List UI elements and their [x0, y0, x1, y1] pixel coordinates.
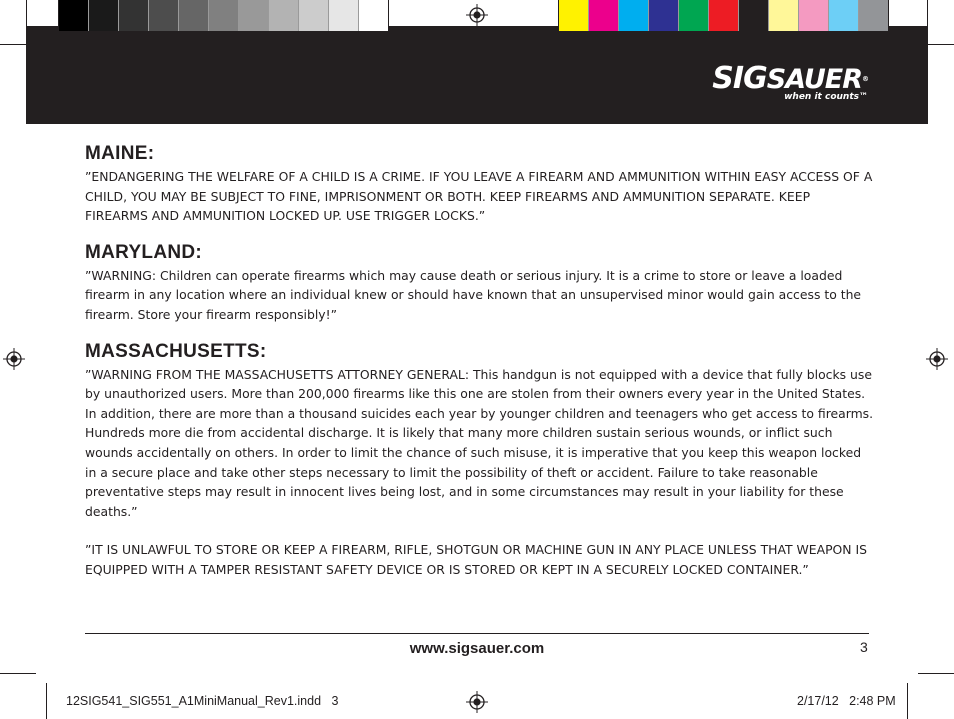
color-swatch: [149, 0, 179, 31]
process-color-bar: [558, 0, 889, 32]
warning-text: ”IT IS UNLAWFUL TO STORE OR KEEP A FIREARM, RIFLE, SHOTGUN OR MACHINE GUN IN ANY PLACE UNLESS THAT WEAPON IS EQUIPPED WITH A TAMPER RESISTANT SAFETY DEVICE OR IS STORED OR KEPT IN A SECURELY LOCKED CONTAINER.”: [85, 542, 868, 577]
color-swatch: [359, 0, 388, 31]
color-swatch: [769, 0, 799, 31]
slug-filename: 12SIG541_SIG551_A1MiniManual_Rev1.indd 3: [66, 694, 339, 708]
slug-timestamp: 2/17/12 2:48 PM: [797, 694, 896, 708]
section-heading: MARYLAND:: [85, 241, 203, 263]
color-swatch: [679, 0, 709, 31]
color-swatch: [89, 0, 119, 31]
logo-tagline: when it counts™: [784, 92, 868, 102]
registration-mark-icon: [466, 691, 488, 713]
warning-text: ”WARNING: Children can operate firearms which may cause death or serious injury. It is a crime to store or leave a loaded firearm in any location where an individual knew or should have known that an unsupervised minor would gain access to the firearm. Store your firearm responsibly!”: [85, 267, 862, 322]
warning-text: ”WARNING FROM THE MASSACHUSETTS ATTORNEY GENERAL: This handgun is not equipped with a device that fully blocks use by unauthorized users. More than 200,000 firearms like this one are stolen from their owners every year in the United States. In addition, there are more than a thousand suicides each year by younger children and teenagers who get access to firearms. Hundreds more die from accidental discharge. It is likely that many more children sustain serious wounds, or inflict such wounds accidentally on others. In order to limit the chance of such misuse, it is imperative that you keep this weapon locked in a secure place and take other steps necessary to limit the possibility of theft or accident. Failure to take reasonable preventative steps may result in innocent lives being lost, and in some circumstances may result in your liability for these deaths.”: [85, 366, 874, 519]
color-swatch: [209, 0, 239, 31]
website-link[interactable]: www.sigsauer.com: [409, 640, 545, 657]
page-content: [85, 141, 875, 594]
registration-mark-icon: [3, 348, 25, 370]
color-swatch: [709, 0, 739, 31]
color-swatch: [649, 0, 679, 31]
crop-mark: [0, 673, 36, 674]
color-swatch: [859, 0, 888, 31]
section-heading: MAINE:: [85, 143, 155, 164]
section-maine: [85, 141, 875, 226]
color-swatch: [589, 0, 619, 31]
section-maryland: [85, 240, 875, 325]
crop-mark: [46, 683, 47, 719]
footer-rule: [85, 633, 869, 634]
registration-mark-icon: [466, 4, 488, 26]
color-swatch: [119, 0, 149, 31]
section-massachusetts: [85, 339, 875, 580]
grayscale-color-bar: [58, 0, 389, 32]
crop-mark: [907, 683, 908, 719]
color-swatch: [739, 0, 769, 31]
color-swatch: [179, 0, 209, 31]
warning-text: ”ENDANGERING THE WELFARE OF A CHILD IS A CRIME. IF YOU LEAVE A FIREARM AND AMMUNITION WITHIN EASY ACCESS OF A CHILD, YOU MAY BE SUBJECT TO FINE, IMPRISONMENT OR BOTH. KEEP FIREARMS AND AMMUNITION SEPARATE. KEEP FIREARMS AND AMMUNITION LOCKED UP. USE TRIGGER LOCKS.”: [85, 169, 873, 224]
crop-mark: [918, 673, 954, 674]
page-number: 3: [860, 639, 868, 655]
color-swatch: [619, 0, 649, 31]
sig-sauer-logo: [712, 61, 868, 103]
color-swatch: [299, 0, 329, 31]
color-swatch: [829, 0, 859, 31]
registration-mark-icon: [926, 348, 948, 370]
section-heading: MASSACHUSETTS:: [85, 340, 267, 362]
color-swatch: [59, 0, 89, 31]
color-swatch: [269, 0, 299, 31]
color-swatch: [239, 0, 269, 31]
color-swatch: [559, 0, 589, 31]
logo-wordmark: SIGSAUER®: [712, 61, 868, 96]
color-swatch: [799, 0, 829, 31]
color-swatch: [329, 0, 359, 31]
